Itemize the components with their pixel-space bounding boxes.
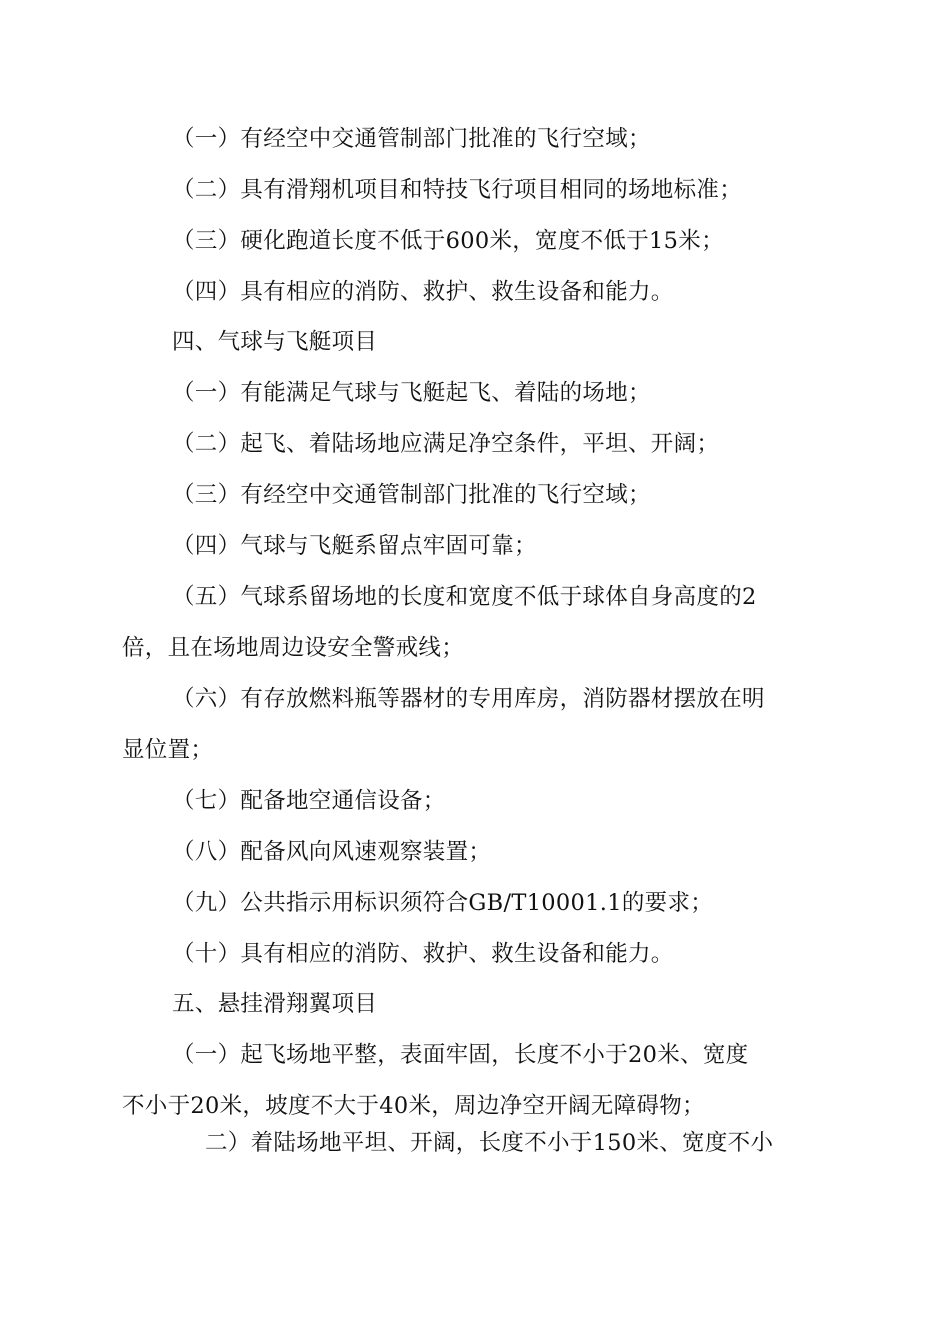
paragraph-line: （三）有经空中交通管制部门批准的飞行空域； — [172, 482, 651, 508]
paragraph-line: 二）着陆场地平坦、开阔，长度不小于150米、宽度不小 — [205, 1130, 774, 1156]
section-heading: 五、悬挂滑翔翼项目 — [172, 991, 378, 1017]
paragraph-line: （二）具有滑翔机项目和特技飞行项目相同的场地标准； — [172, 177, 743, 203]
paragraph-line: （一）有经空中交通管制部门批准的飞行空域； — [172, 126, 651, 152]
paragraph-line: 不小于20米，坡度不大于40米，周边净空开阔无障碍物； — [122, 1093, 705, 1119]
paragraph-line: （一）起飞场地平整，表面牢固，长度不小于20米、宽度 — [172, 1042, 749, 1068]
paragraph-line: （七）配备地空通信设备； — [172, 788, 446, 814]
paragraph-line: 显位置； — [122, 737, 214, 763]
paragraph-line: （五）气球系留场地的长度和宽度不低于球体自身高度的2 — [172, 584, 757, 610]
paragraph-line: （四）气球与飞艇系留点牢固可靠； — [172, 533, 537, 559]
paragraph-line: （二）起飞、着陆场地应满足净空条件，平坦、开阔； — [172, 431, 720, 457]
paragraph-line: （三）硬化跑道长度不低于600米，宽度不低于15米； — [172, 228, 724, 254]
paragraph-line: （四）具有相应的消防、救护、救生设备和能力。 — [172, 279, 674, 305]
paragraph-line: （一）有能满足气球与飞艇起飞、着陆的场地； — [172, 380, 651, 406]
section-heading: 四、气球与飞艇项目 — [172, 329, 378, 355]
paragraph-line: （六）有存放燃料瓶等器材的专用库房，消防器材摆放在明 — [172, 686, 765, 712]
paragraph-line: （十）具有相应的消防、救护、救生设备和能力。 — [172, 941, 674, 967]
paragraph-line: 倍，且在场地周边设安全警戒线； — [122, 635, 465, 661]
paragraph-line: （九）公共指示用标识须符合GB/T10001.1的要求； — [172, 890, 714, 916]
paragraph-line: （八）配备风向风速观察装置； — [172, 839, 492, 865]
